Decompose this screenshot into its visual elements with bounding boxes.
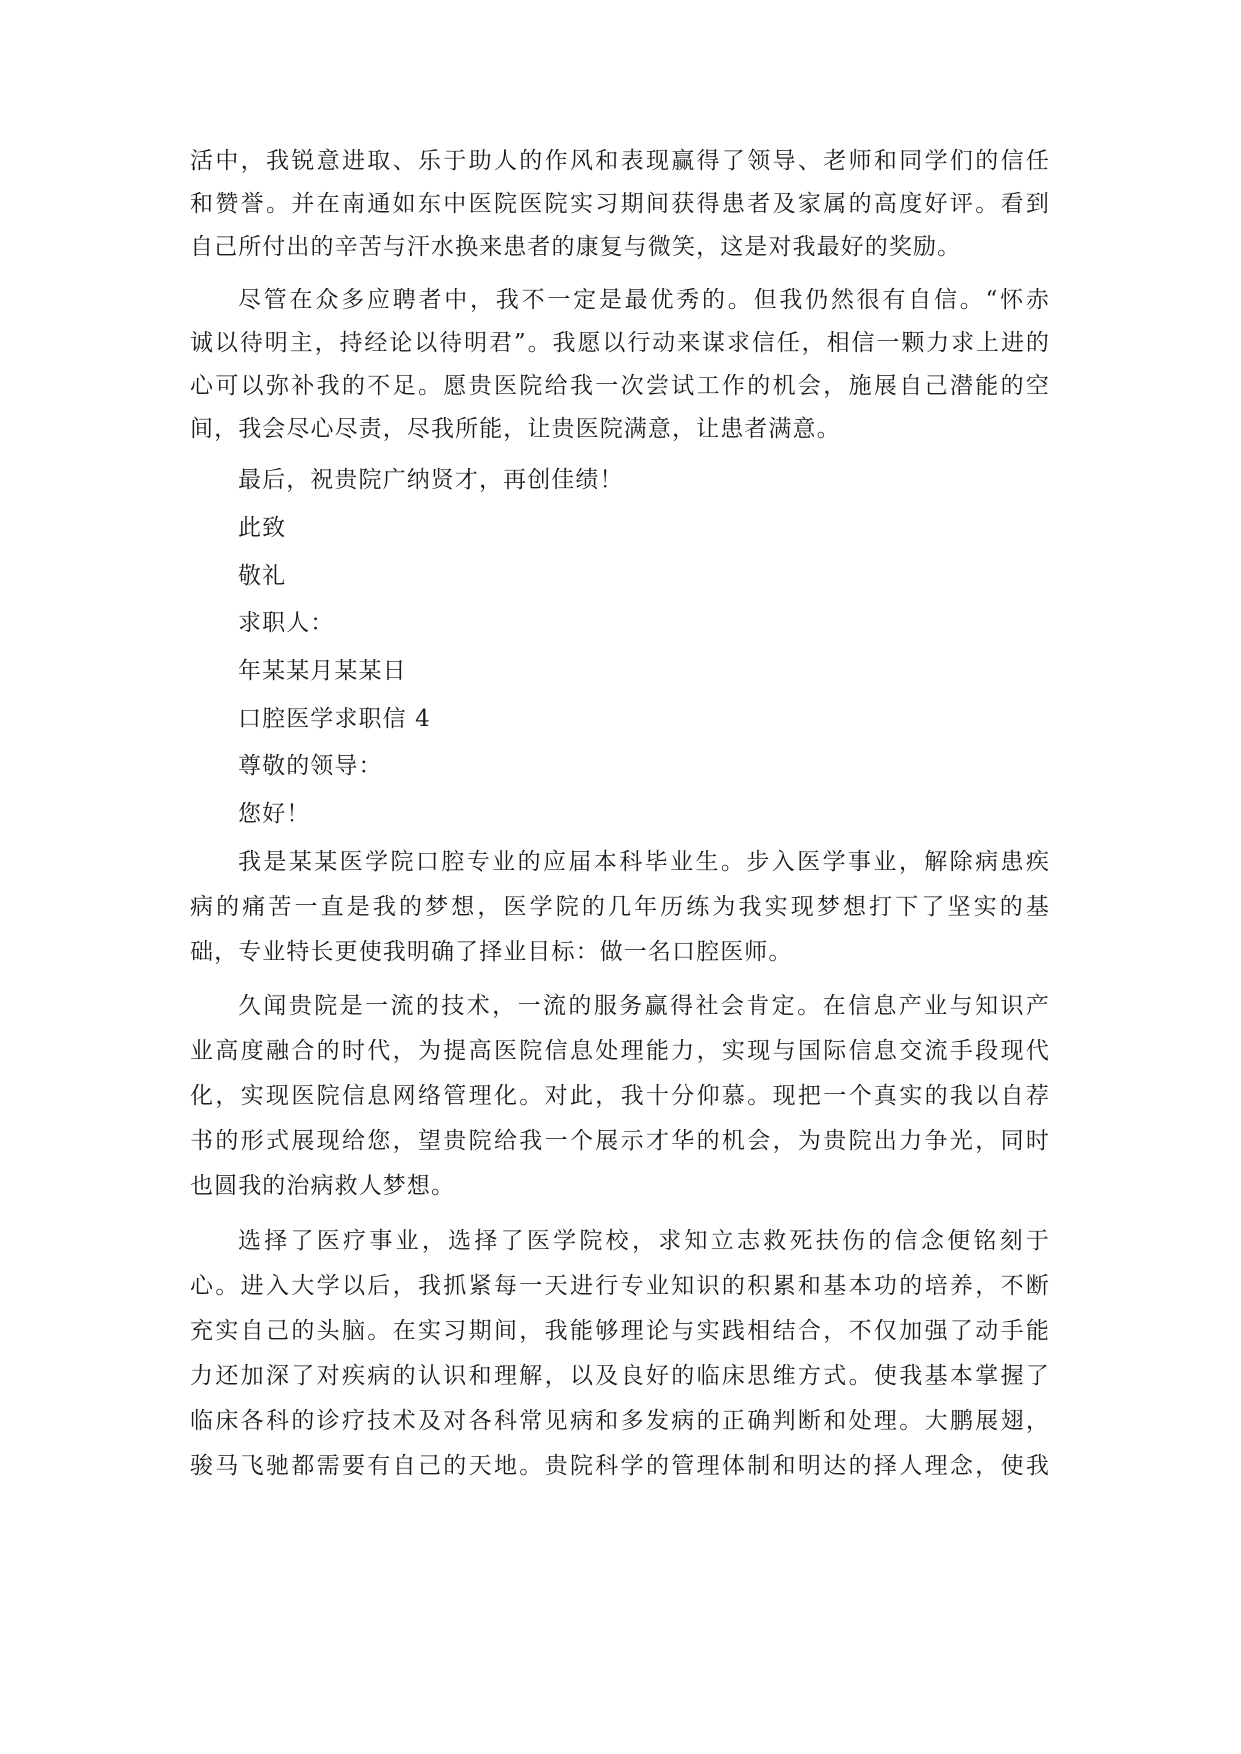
signature-line: 求职人： xyxy=(238,610,335,636)
paragraph-line: 和赞誉。并在南通如东中医院医院实习期间获得患者及家属的高度好评。看到 xyxy=(190,191,1050,217)
closing-line: 最后，祝贵院广纳贤才，再创佳绩！ xyxy=(238,467,624,493)
paragraph-line: 书的形式展现给您，望贵院给我一个展示才华的机会，为贵院出力争光，同时 xyxy=(190,1128,1050,1154)
greeting-line: 您好！ xyxy=(238,801,311,827)
paragraph-line: 力还加深了对疾病的认识和理解，以及良好的临床思维方式。使我基本掌握了 xyxy=(190,1363,1050,1389)
paragraph-line: 自己所付出的辛苦与汗水换来患者的康复与微笑，这是对我最好的奖励。 xyxy=(190,234,962,260)
paragraph-line: 充实自己的头脑。在实习期间，我能够理论与实践相结合，不仅加强了动手能 xyxy=(190,1318,1050,1344)
paragraph-line: 心可以弥补我的不足。愿贵医院给我一次尝试工作的机会，施展自己潜能的空 xyxy=(190,373,1050,399)
paragraph-line: 尽管在众多应聘者中，我不一定是最优秀的。但我仍然很有自信。“怀赤 xyxy=(238,287,1050,313)
paragraph-line: 活中，我锐意进取、乐于助人的作风和表现赢得了领导、老师和同学们的信任 xyxy=(190,148,1050,174)
section-title: 口腔医学求职信 4 xyxy=(238,706,431,732)
paragraph-line: 选择了医疗事业，选择了医学院校，求知立志救死扶伤的信念便铭刻于 xyxy=(238,1228,1050,1254)
paragraph-line: 我是某某医学院口腔专业的应届本科毕业生。步入医学事业，解除病患疾 xyxy=(238,849,1050,875)
paragraph-line: 病的痛苦一直是我的梦想，医学院的几年历练为我实现梦想打下了坚实的基 xyxy=(190,894,1050,920)
paragraph-line: 诚以待明主，持经论以待明君”。我愿以行动来谋求信任，相信一颗力求上进的 xyxy=(190,330,1050,356)
paragraph-line: 化，实现医院信息网络管理化。对此，我十分仰慕。现把一个真实的我以自荐 xyxy=(190,1083,1050,1109)
paragraph-line: 业高度融合的时代，为提高医院信息处理能力，实现与国际信息交流手段现代 xyxy=(190,1038,1050,1064)
greeting-line: 尊敬的领导： xyxy=(238,753,383,779)
paragraph-line: 久闻贵院是一流的技术，一流的服务赢得社会肯定。在信息产业与知识产 xyxy=(238,993,1050,1019)
salutation-line: 敬礼 xyxy=(238,563,287,589)
paragraph-line: 也圆我的治病救人梦想。 xyxy=(190,1173,456,1199)
paragraph-line: 础，专业特长更使我明确了择业目标：做一名口腔医师。 xyxy=(190,939,793,965)
paragraph-line: 骏马飞驰都需要有自己的天地。贵院科学的管理体制和明达的择人理念，使我 xyxy=(190,1453,1050,1479)
paragraph-line: 临床各科的诊疗技术及对各科常见病和多发病的正确判断和处理。大鹏展翅， xyxy=(190,1408,1050,1434)
salutation-line: 此致 xyxy=(238,515,287,541)
paragraph-line: 心。进入大学以后，我抓紧每一天进行专业知识的积累和基本功的培养，不断 xyxy=(190,1273,1050,1299)
paragraph-line: 间，我会尽心尽责，尽我所能，让贵医院满意，让患者满意。 xyxy=(190,416,841,442)
date-line: 年某某月某某日 xyxy=(238,658,407,684)
